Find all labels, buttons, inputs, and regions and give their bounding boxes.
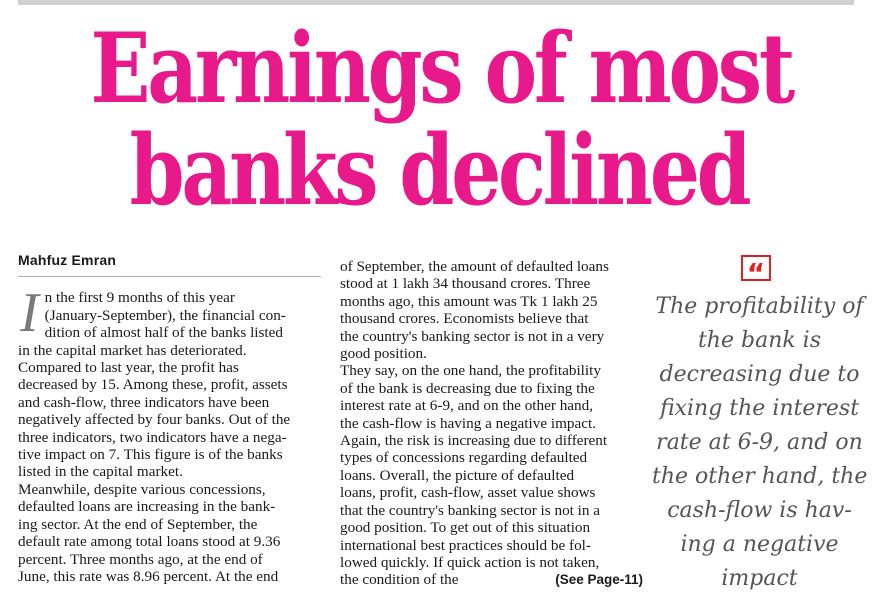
col2-line: good position.: [340, 345, 427, 363]
col1-line: June, this rate was 8.96 percent. At the end: [18, 567, 279, 585]
col2-line: of September, the amount of defaulted loans: [340, 258, 609, 275]
col2-line: that the country's banking sector is not in a: [340, 501, 601, 519]
col1-line: tive impact on 7. This figure is of the banks: [18, 446, 283, 464]
pull-quote-line: the bank is: [697, 328, 822, 353]
article-column-1: [18, 252, 321, 585]
col2-line: types of concessions regarding defaulted: [340, 449, 588, 467]
col2-line: of the bank is decreasing due to fixing the: [340, 379, 595, 397]
col1-line: dition of almost half of the banks listed: [44, 324, 283, 342]
col2-line: months ago, this amount was Tk 1 lakh 25: [340, 292, 598, 310]
col2-last-line-text: the condition of the: [340, 571, 459, 589]
headline-line-2: banks declined: [129, 114, 749, 227]
col2-line: loans. Overall, the picture of defaulted: [340, 466, 575, 484]
col1-line: percent. Three months ago, at the end of: [18, 550, 263, 568]
col2-line: interest rate at 6-9, and on the other hand,: [340, 397, 594, 415]
headline: [90, 12, 792, 227]
col2-line: They say, on the one hand, the profitability: [340, 362, 601, 380]
byline-rule: [18, 276, 321, 277]
col2-line: Again, the risk is increasing due to different: [340, 432, 608, 450]
col2-line: the cash-flow is having a negative impact.: [340, 414, 596, 432]
col1-line: defaulted loans are increasing in the bank-: [18, 498, 276, 516]
col2-line: the country's banking sector is not in a very: [340, 327, 605, 345]
pull-quote-line: decreasing due to: [659, 362, 860, 387]
col2-line: lowed quickly. If quick action is not taken,: [340, 553, 600, 571]
top-rule: [18, 0, 854, 5]
pull-quote: [652, 290, 867, 596]
article-column-2: [340, 258, 645, 589]
quote-mark-icon: “: [741, 255, 771, 281]
col2-last-line: [340, 571, 645, 588]
pull-quote-line: rate at 6-9, and on: [656, 430, 863, 455]
pull-quote-line: The profitability of: [655, 294, 864, 319]
col1-line: negatively affected by four banks. Out of the: [18, 411, 291, 429]
drop-cap: I: [20, 282, 39, 345]
col1-line: Meanwhile, despite various concessions,: [18, 480, 266, 498]
pull-quote-line: fixing the interest: [659, 396, 860, 421]
headline-line-1: Earnings of most: [90, 12, 792, 125]
col2-line: international best practices should be fol-: [340, 536, 591, 554]
col2-line: stood at 1 lakh 34 thousand crores. Three: [340, 275, 591, 293]
col1-line: ing sector. At the end of September, the: [18, 515, 258, 533]
col1-line: and cash-flow, three indicators have been: [18, 393, 270, 411]
col2-line: thousand crores. Economists believe that: [340, 310, 589, 328]
pull-quote-line: cash-flow is hav-: [667, 498, 852, 523]
col2-line: loans, profit, cash-flow, asset value shows: [340, 484, 596, 502]
pull-quote-line: impact: [721, 566, 798, 591]
col2-line: good position. To get out of this situation: [340, 519, 591, 537]
col1-line: decreased by 15. Among these, profit, assets: [18, 376, 288, 394]
col1-line: in the capital market has deteriorated.: [18, 341, 247, 359]
col1-line: listed in the capital market.: [18, 463, 183, 481]
col1-line: Compared to last year, the profit has: [18, 359, 239, 377]
pull-quote-line: the other hand, the: [652, 464, 868, 489]
col1-line: three indicators, two indicators have a nega-: [18, 428, 287, 446]
see-page-link[interactable]: (See Page-11): [555, 572, 643, 588]
col1-line: default rate among total loans stood at 9.36: [18, 533, 281, 551]
byline: Mahfuz Emran: [18, 252, 117, 268]
col1-line: (January-September), the financial con-: [44, 306, 286, 324]
pull-quote-line: ing a negative: [680, 532, 839, 557]
col1-line: n the first 9 months of this year: [44, 289, 235, 307]
